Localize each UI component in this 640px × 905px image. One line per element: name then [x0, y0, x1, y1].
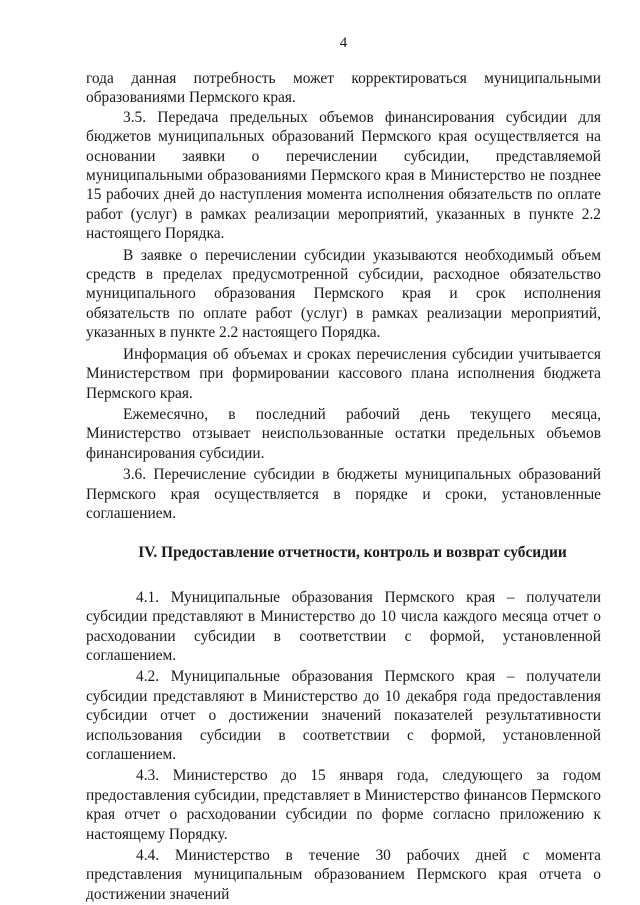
document-body	[86, 69, 601, 904]
page-number: 4	[339, 35, 348, 51]
paragraph-information: Информация об объемах и сроках перечисления субсидии учитывается Министерством при формировании кассового плана исполнения бюджета Пермского края.	[86, 345, 601, 402]
paragraph-4-1: 4.1. Муниципальные образования Пермского края – получатели субсидии представляют в Министерство до 10 числа каждого месяца отчет о расходовании субсидии в соответствии с формой, установленной соглашением.	[86, 588, 601, 664]
paragraph-continuation: года данная потребность может корректироваться муниципальными образованиями Пермского края.	[86, 70, 601, 107]
paragraph-4-3: 4.3. Министерство до 15 января года, следующего за годом предоставления субсидии, представляет в Министерство финансов Пермского края отчет о расходовании субсидии по форме согласно приложению к настоящему Порядку.	[86, 767, 601, 843]
section-heading: IV. Предоставление отчетности, контроль и возврат субсидии	[138, 544, 567, 562]
paragraph-3-5: 3.5. Передача предельных объемов финансирования субсидии для бюджетов муниципальных образований Пермского края осуществляется на основании заявки о перечислении субсидии, представляемой муниципальными образованиями Пермского края в Министерство не позднее 15 рабочих дней до наступления момента исполнения обязательств по оплате работ (услуг) в рамках реализации мероприятий, указанных в пункте 2.2 настоящего Порядка.	[86, 108, 601, 243]
paragraph-3-6: 3.6. Перечисление субсидии в бюджеты муниципальных образований Пермского края осуществляется в порядке и сроки, установленные соглашением.	[86, 466, 601, 522]
paragraph-request-contents: В заявке о перечислении субсидии указываются необходимый объем средств в пределах предусмотренной субсидии, расходное обязательство муниципального образования Пермского края и срок исполнения обязательств по оплате работ (услуг) в рамках реализации мероприятий, указанных в пункте 2.2 настоящего Порядка.	[86, 246, 601, 342]
paragraph-4-4: 4.4. Министерство в течение 30 рабочих дней с момента представления муниципальным образованием Пермского края отчета о достижении значений	[86, 847, 601, 903]
paragraph-4-2: 4.2. Муниципальные образования Пермского края – получатели субсидии представляют в Министерство до 10 декабря года предоставления субсидии отчет о достижении значений показателей результативности использования субсидии в соответствии с формой, установленной соглашением.	[86, 668, 601, 763]
paragraph-monthly-recall: Ежемесячно, в последний рабочий день текущего месяца, Министерство отзывает неиспользованные остатки предельных объемов финансирования субсидии.	[86, 405, 601, 462]
